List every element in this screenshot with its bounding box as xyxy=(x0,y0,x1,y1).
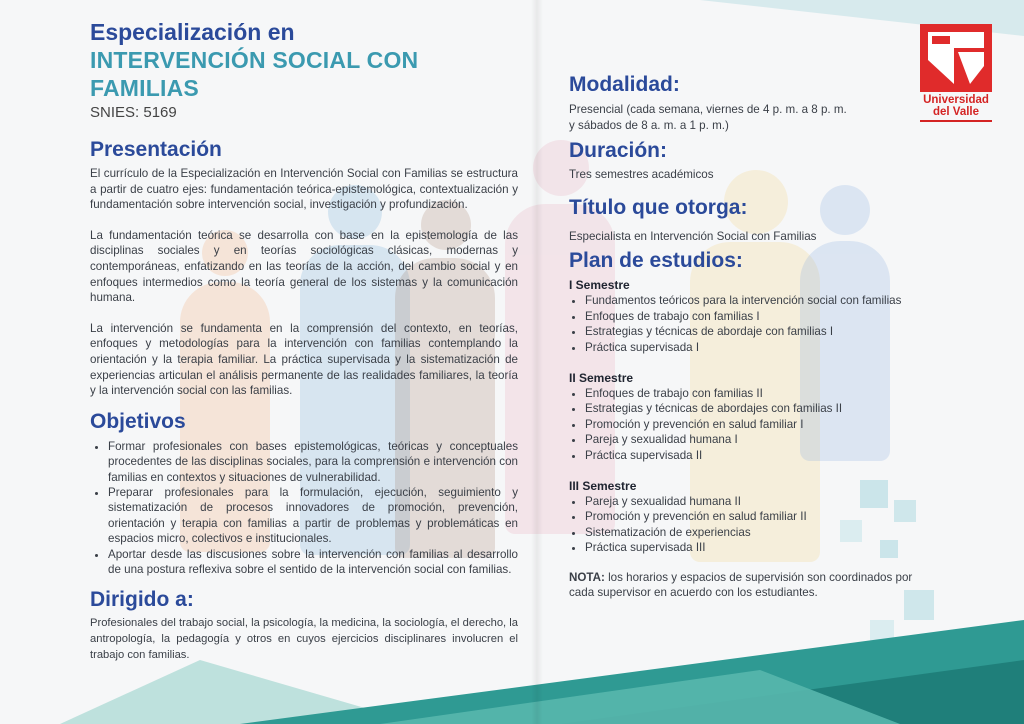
duracion-text: Tres semestres académicos xyxy=(569,168,714,182)
presentacion-paragraph-1: El currículo de la Especialización en Intervención Social con Familias se estructura a partir de cuatro ejes: fundamentación teórica-epistemológica, contextualización y fundamentación sobre intervención social, investigación y profundización. xyxy=(90,167,518,212)
semester-1-list xyxy=(569,293,929,355)
snies-code: SNIES: 5169 xyxy=(90,104,177,121)
course-item: • Práctica supervisada II xyxy=(585,448,929,463)
course-item: • Fundamentos teóricos para la intervención social con familias xyxy=(585,293,929,308)
left-column xyxy=(90,18,518,663)
objetivos-list xyxy=(90,439,518,578)
objetivo-item: • Aportar desde las discusiones sobre la intervención con familias al desarrollo de una postura reflexiva sobre el sentido de la intervención social con familias. xyxy=(108,547,518,578)
duracion-heading: Duración: xyxy=(569,139,668,163)
right-column xyxy=(569,72,929,601)
dirigido-text: Profesionales del trabajo social, la psicología, la medicina, la sociología, el derecho, la antropología, la pedagogía y otros en cuyos ejercicios disciplinares involucren el trabajo con familias. xyxy=(90,617,518,661)
logo-underline xyxy=(920,120,992,122)
semester-2-title: II Semestre xyxy=(569,371,634,385)
nota xyxy=(569,570,914,601)
objetivo-item: • Preparar profesionales para la formulación, ejecución, seguimiento y sistematización de procesos innovadores de promoción, prevención, orientación y terapia con familias a partir de problemas y problemáticas en espacios micro, colectivos e institucionales. xyxy=(108,485,518,547)
modalidad-line1: Presencial (cada semana, viernes de 4 p. m. a 8 p. m. xyxy=(569,103,847,116)
course-item: • Práctica supervisada III xyxy=(585,540,929,555)
nota-label: NOTA: xyxy=(569,570,605,584)
university-logo xyxy=(918,22,994,122)
course-item: • Práctica supervisada I xyxy=(585,340,929,355)
objetivos-heading: Objetivos xyxy=(90,409,186,433)
dirigido-heading: Dirigido a: xyxy=(90,588,194,612)
semester-3-list xyxy=(569,494,929,556)
course-item: • Pareja y sexualidad humana II xyxy=(585,494,929,509)
program-title-line1: Especialización en xyxy=(90,19,295,45)
semester-2-list xyxy=(569,386,929,463)
nota-text: los horarios y espacios de supervisión son coordinados por cada supervisor en acuerdo con los estudiantes. xyxy=(569,570,913,600)
program-title-line2: INTERVENCIÓN SOCIAL CON FAMILIAS xyxy=(90,47,419,101)
objetivo-item: • Formar profesionales con bases epistemológicas, teóricas y conceptuales procedentes de las disciplinas sociales, para la comprensión e intervención con familias en contextos y situaciones de vulnerabilidad. xyxy=(108,439,518,485)
logo-text-line2: del Valle xyxy=(932,106,980,118)
presentacion-heading: Presentación xyxy=(90,138,222,161)
course-item: • Estrategias y técnicas de abordaje con familias I xyxy=(585,324,929,339)
modalidad-line2: y sábados de 8 a. m. a 1 p. m.) xyxy=(569,118,729,132)
course-item: • Enfoques de trabajo con familias I xyxy=(585,309,929,324)
course-item: • Promoción y prevención en salud familiar I xyxy=(585,417,929,432)
semester-3-title: III Semestre xyxy=(569,479,637,494)
semester-1-title: I Semestre xyxy=(569,278,630,293)
titulo-text: Especialista en Intervención Social con Familias xyxy=(569,229,817,243)
presentacion-paragraph-3: La intervención se fundamenta en la comprensión del contexto, en teorías, enfoques y metodologías para la intervención con familias contemplando la orientación y la terapia familiar. La práctica supervisada y la sistematización de experiencias articulan el análisis permanente de las realidades familiares, la teoría y la intervención social con las familias. xyxy=(90,321,518,398)
course-item: • Promoción y prevención en salud familiar II xyxy=(585,509,929,524)
course-item: • Pareja y sexualidad humana I xyxy=(585,432,929,447)
course-item: • Estrategias y técnicas de abordajes con familias II xyxy=(585,401,929,416)
modalidad-heading: Modalidad: xyxy=(569,73,680,96)
page-fold xyxy=(531,0,543,724)
presentacion-paragraph-2: La fundamentación teórica se desarrolla con base en la epistemología de las disciplinas sociales y en teorías sociológicas clásicas, modernas y contemporáneas, enfatizando en las teorías de la acción, del cambio social y en enfoques intermedios como la teoría general de los sistemas y la comunicación humana. xyxy=(90,228,518,305)
university-shield-icon xyxy=(918,22,994,94)
logo-text-line1: Universidad xyxy=(923,94,989,106)
plan-heading: Plan de estudios: xyxy=(569,249,743,273)
course-item: • Sistematización de experiencias xyxy=(585,525,929,540)
titulo-heading: Título que otorga: xyxy=(569,195,748,219)
course-item: • Enfoques de trabajo con familias II xyxy=(585,386,929,401)
